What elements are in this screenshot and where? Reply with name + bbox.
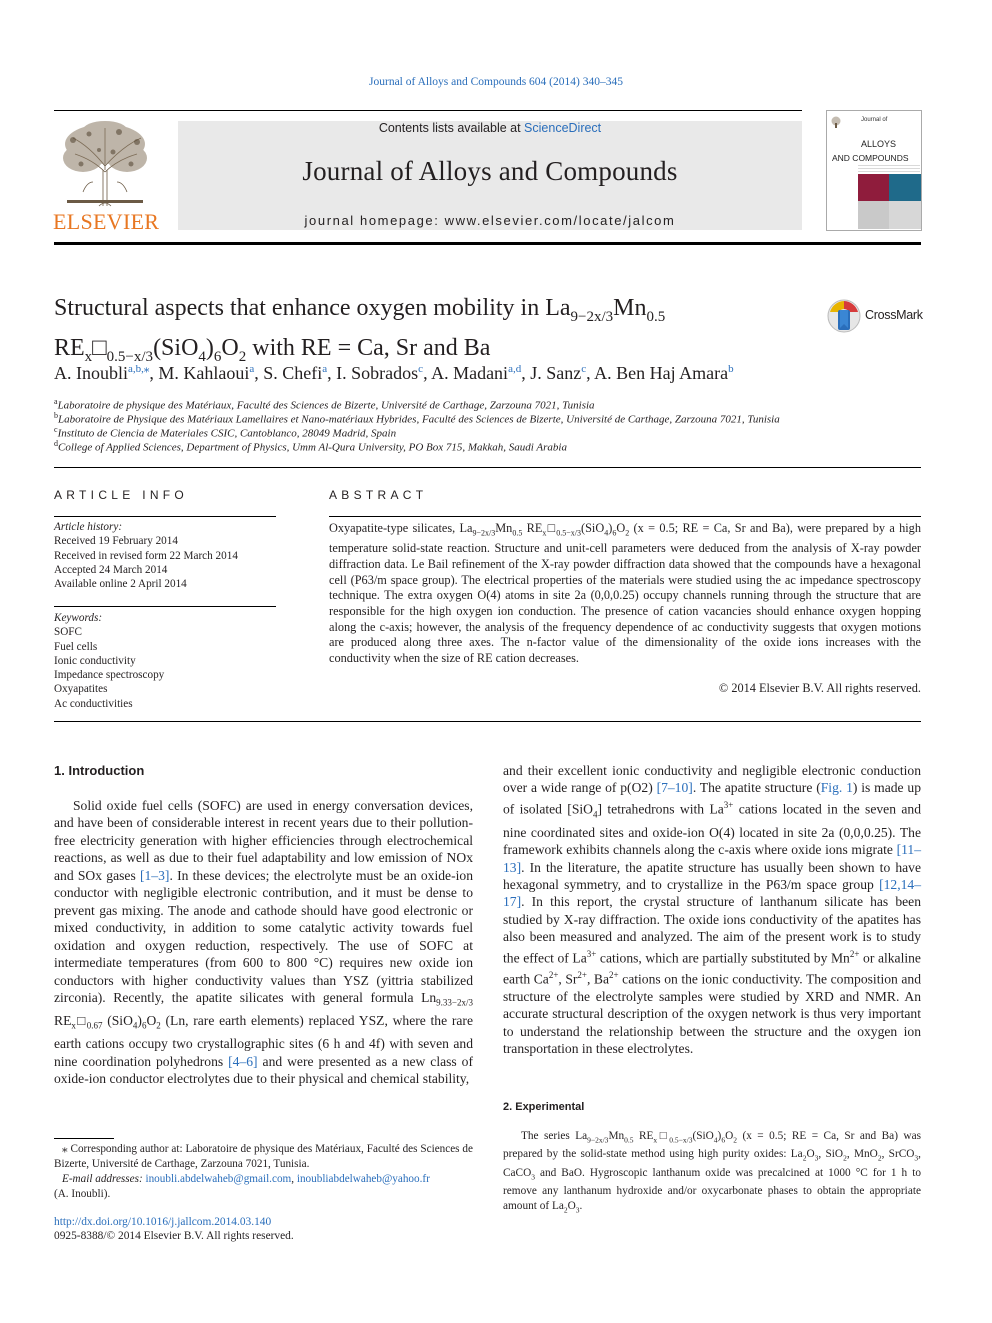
abstract-heading: ABSTRACT bbox=[329, 488, 428, 502]
history-item: Accepted 24 March 2014 bbox=[54, 563, 168, 576]
author-name[interactable]: A. Madani bbox=[431, 363, 509, 383]
affiliation-a: $^a$Laboratoire de physique des Matériaux, Faculté des Sciences de Bizerte, Université de Carthage, Zarzouna 7021, Tunisia bbox=[54, 397, 595, 412]
cover-text-journal-of: Journal of bbox=[861, 117, 888, 123]
email-link[interactable]: inoubliabdelwaheb@yahoo.fr bbox=[296, 1173, 430, 1185]
author-name[interactable]: A. Ben Haj Amara bbox=[594, 363, 729, 383]
citation-link[interactable]: [1–3] bbox=[139, 867, 170, 883]
author-sup[interactable]: c bbox=[581, 363, 587, 375]
elsevier-tree-icon bbox=[53, 120, 157, 208]
affiliation-b: $^b$Laboratoire de Physique des Matériaux Lamellaires et Nano-matériaux Hybrides, Faculté des Sciences de Bizerte, Université de Carthage, Zarzouna 7021, Tunisia bbox=[54, 411, 780, 426]
author-name[interactable]: A. Inoubli bbox=[54, 363, 128, 383]
author-name[interactable]: I. Sobrados bbox=[336, 363, 419, 383]
cover-text-alloys: ALLOYS bbox=[861, 139, 897, 149]
keyword: Fuel cells bbox=[54, 640, 98, 653]
email-label: E-mail addresses: bbox=[62, 1173, 146, 1185]
experimental-paragraph: The series $La_{9-2x/3}Mn_{0.5}$ $RE_x□_{0.5-x/3}(SiO_4)_6O_2$ (x = 0.5; RE = Ca, Sr and Ba) was prepared by the solid-state method using high purity oxides: $La_2O_3$, SiO$_2$, MnO$_2$, SrCO$_3$, CaCO$_3$ and BaO. Hygroscopic lanthanum oxide was precalcined at 1000 °C for 1 h to remove any lanthanum hydroxide and/or oxycarbonate phases to obtain the appropriate amount of $La_2O_3$. bbox=[503, 1130, 921, 1214]
doi-link[interactable]: http://dx.doi.org/10.1016/j.jallcom.2014.03.140 bbox=[54, 1216, 272, 1228]
journal-reference[interactable]: Journal of Alloys and Compounds 604 (2014) 340–345 bbox=[369, 76, 623, 88]
author-name[interactable]: M. Kahlaoui bbox=[158, 363, 250, 383]
sciencedirect-link[interactable]: ScienceDirect bbox=[524, 121, 602, 135]
email-note: E-mail addresses: inoubli.abdelwaheb@gmail.com, inoubliabdelwaheb@yahoo.fr (A. Inoubli). bbox=[54, 1173, 430, 1200]
abstract-text: Oxyapatite-type silicates, $La_{9-2x/3}Mn_{0.5}$ $RE_x□_{0.5-x/3}(SiO_4)_6O_2$ (x = 0.5; RE = Ca, Sr and Ba), were prepared by a high temperature solid-state reaction. Structure and unit-cell parameters were deduced from the analysis of X-ray powder diffraction data. Le Bail refinement of the X-ray powder diffraction data showed that the compounds have a hexagonal cell (P63/m space group). The electrical properties of the materials were studied using the ac impedance spectroscopy technique. The extra oxygen O(4) atoms in site 2a (0,0,0.25) occupy channels running through the structure that are responsible for the high oxygen ion conduction. The presence of cation vacancies should enhance oxygen hopping along the c-axis; however, the analysis of the frequency dependence of ac conductivity suggests that oxygen motions are produced along three axes. The n-factor value of the dimensionality of the oxide ions increases with the conductivity when the size of RE cation decreases. bbox=[329, 521, 921, 666]
header-bottom-rule bbox=[54, 242, 921, 245]
article-info-heading: ARTICLE INFO bbox=[54, 488, 189, 502]
cover-block-grey bbox=[858, 201, 889, 229]
author-name[interactable]: S. Chefi bbox=[263, 363, 323, 383]
contents-line bbox=[178, 121, 802, 135]
author-sup[interactable]: b bbox=[728, 363, 734, 375]
article-info-rule bbox=[54, 516, 276, 517]
abstract-bottom-rule bbox=[54, 721, 921, 722]
author-list: A. Inoubli$^{a,b,⁎}$, M. Kahlaoui$^a$, S. Chefi$^a$, I. Sobrados$^c$, A. Madani$^{a,d}$, J. Sanz$^c$, A. Ben Haj Amara$^b$ bbox=[54, 363, 734, 383]
keyword: Oxyapatites bbox=[54, 683, 108, 696]
affiliation-c: $^c$Instituto de Ciencia de Materiales CSIC, Cantoblanco, 28049 Madrid, Spain bbox=[54, 425, 397, 440]
journal-cover-thumbnail[interactable] bbox=[826, 110, 922, 231]
email-tail: (A. Inoubli). bbox=[54, 1187, 111, 1200]
author-sup[interactable]: a bbox=[322, 363, 328, 375]
keyword: Impedance spectroscopy bbox=[54, 669, 165, 682]
section-heading-experimental: 2. Experimental bbox=[503, 1101, 585, 1113]
intro-paragraph-left: Solid oxide fuel cells (SOFC) are used in energy conversation devices, and have been of considerable interest in recent years due to their pollution-free electricity generation with higher efficiencies through electrochemical reactions, as well as due to their fuel adaptability and low emission of NOx and SOx gases [1–3]. In these devices; the electrolyte must be an oxide-ion conductor with negligible electronic contribution, and it must be dense to prevent gas mixing. The anode and cathode should have good electronic or mixed conductivity, in addition to some catalytic activity towards fuel oxidation and oxygen reduction, respectively. The use of SOFC at intermediate temperatures (from 600 to 800 °C) requires new oxide ion conductors with higher conductivity values than YSZ (yittria stabilized zirconia). Recently, the apatite silicates with general formula $Ln_{9.33-2x/3}$ $RE_x□_{0.67}$ $(SiO_4)_6O_2$ (Ln, rare earth elements) replaced YSZ, where the rare earth cations occupy two crystallographic sites (6 h and 4f) with seven and nine coordination polyhedrons [4–6] and were presented as a new class of oxide-ion conductor electrolytes due to their physical and chemical stability, bbox=[54, 798, 473, 1087]
crossmark-badge[interactable] bbox=[827, 298, 927, 334]
email-link[interactable]: inoubli.abdelwaheb@gmail.com bbox=[145, 1173, 292, 1185]
journal-homepage[interactable]: journal homepage: www.elsevier.com/locate/jalcom bbox=[304, 213, 676, 228]
history-item: Available online 2 April 2014 bbox=[54, 578, 187, 591]
author-sup[interactable]: a bbox=[249, 363, 255, 375]
crossmark-label: CrossMark bbox=[865, 308, 923, 322]
copyright: © 2014 Elsevier B.V. All rights reserved. bbox=[718, 681, 921, 695]
cover-block-lightgrey bbox=[889, 201, 921, 229]
keyword: Ionic conductivity bbox=[54, 654, 136, 667]
history-label: Article history: bbox=[54, 521, 123, 533]
article-history bbox=[54, 520, 276, 591]
keyword: SOFC bbox=[54, 626, 82, 639]
author-sup[interactable]: c bbox=[418, 363, 424, 375]
citation-link[interactable]: [4–6] bbox=[228, 1053, 258, 1069]
affiliation-rule bbox=[54, 467, 921, 468]
cover-text-and-compounds: AND COMPOUNDS bbox=[832, 153, 909, 163]
author-name[interactable]: J. Sanz bbox=[530, 363, 582, 383]
keywords-label: Keywords: bbox=[54, 612, 103, 624]
footnote-rule bbox=[54, 1138, 114, 1139]
elsevier-mini-icon bbox=[830, 115, 842, 127]
corresponding-author-note: ⁎ Corresponding author at: Laboratoire de physique des Matériaux, Faculté des Sciences de Bizerte, Université de Carthage, Zarzouna 7021, Tunisia. bbox=[54, 1143, 473, 1170]
figure-link[interactable]: Fig. 1 bbox=[820, 780, 853, 796]
section-heading-introduction: 1. Introduction bbox=[54, 763, 145, 778]
keywords-list bbox=[54, 611, 276, 711]
citation-link[interactable]: [7–10] bbox=[656, 780, 693, 796]
cover-block-red bbox=[858, 174, 889, 201]
cover-block-blue bbox=[889, 174, 921, 201]
history-item: Received 19 February 2014 bbox=[54, 535, 178, 548]
intro-paragraph-right: and their excellent ionic conductivity and negligible electronic conduction over a wide range of p(O2) [7–10]. The apatite structure (Fig. 1) is made up of isolated [SiO$_4$] tetrahedrons with $La^{3+}$ cations located in the seven and nine coordinated sites and oxide-ion O(4) located in site 2a (0,0,0.25). The framework exhibits channels along the c-axis where oxide ions migrate [11–13]. In the literature, the apatite structure has usually been shown to have hexagonal symmetry, and to crystallize in the P63/m space group [12,14–17]. In this report, the crystal structure of lanthanum silicate has been studied by X-ray diffraction. The oxide ions conductivity of the apatites has also been measured and analyzed. The aim of the present work is to study the effect of $La^{3+}$ cations, which are partially substituted by $Mn^{2+}$ or alkaline earth $Ca^{2+}$, $Sr^{2+}$, $Ba^{2+}$ cations on the ionic conductivity. The composition and structure of the electrolyte samples were studied by XRD and NMR. An accurate structural description of the oxygen network is thus very important to understand the relationship between the structure and the oxygen ion transportation in these electrolytes. bbox=[503, 763, 921, 1057]
author-sup[interactable]: a,d bbox=[508, 363, 522, 375]
history-item: Received in revised form 22 March 2014 bbox=[54, 549, 238, 562]
affiliation-d: $^d$College of Applied Sciences, Department of Physics, Umm Al-Qura University, PO Box 715, Makkah, Saudi Arabia bbox=[54, 439, 567, 454]
crossmark-icon bbox=[827, 298, 861, 334]
paper-title: Structural aspects that enhance oxygen mobility in $La_{9-2x/3}Mn_{0.5}$ $RE_x□_{0.5-x/3}(SiO_4)_6O_2$ with RE = Ca, Sr and Ba bbox=[54, 295, 666, 365]
contents-prefix: Contents lists available at bbox=[378, 121, 525, 135]
header-top-rule bbox=[54, 110, 802, 111]
author-sup[interactable]: a,b,⁎ bbox=[128, 363, 150, 375]
issn-line: 0925-8388/© 2014 Elsevier B.V. All rights reserved. bbox=[54, 1230, 294, 1242]
keywords-rule bbox=[54, 606, 276, 607]
elsevier-logo-text: ELSEVIER bbox=[53, 209, 160, 234]
citation-link[interactable]: [12,14–17] bbox=[503, 876, 921, 910]
citation-link[interactable]: [11–13] bbox=[503, 842, 921, 875]
keyword: Ac conductivities bbox=[54, 697, 133, 710]
journal-title: Journal of Alloys and Compounds bbox=[302, 156, 678, 186]
abstract-rule bbox=[329, 516, 921, 517]
